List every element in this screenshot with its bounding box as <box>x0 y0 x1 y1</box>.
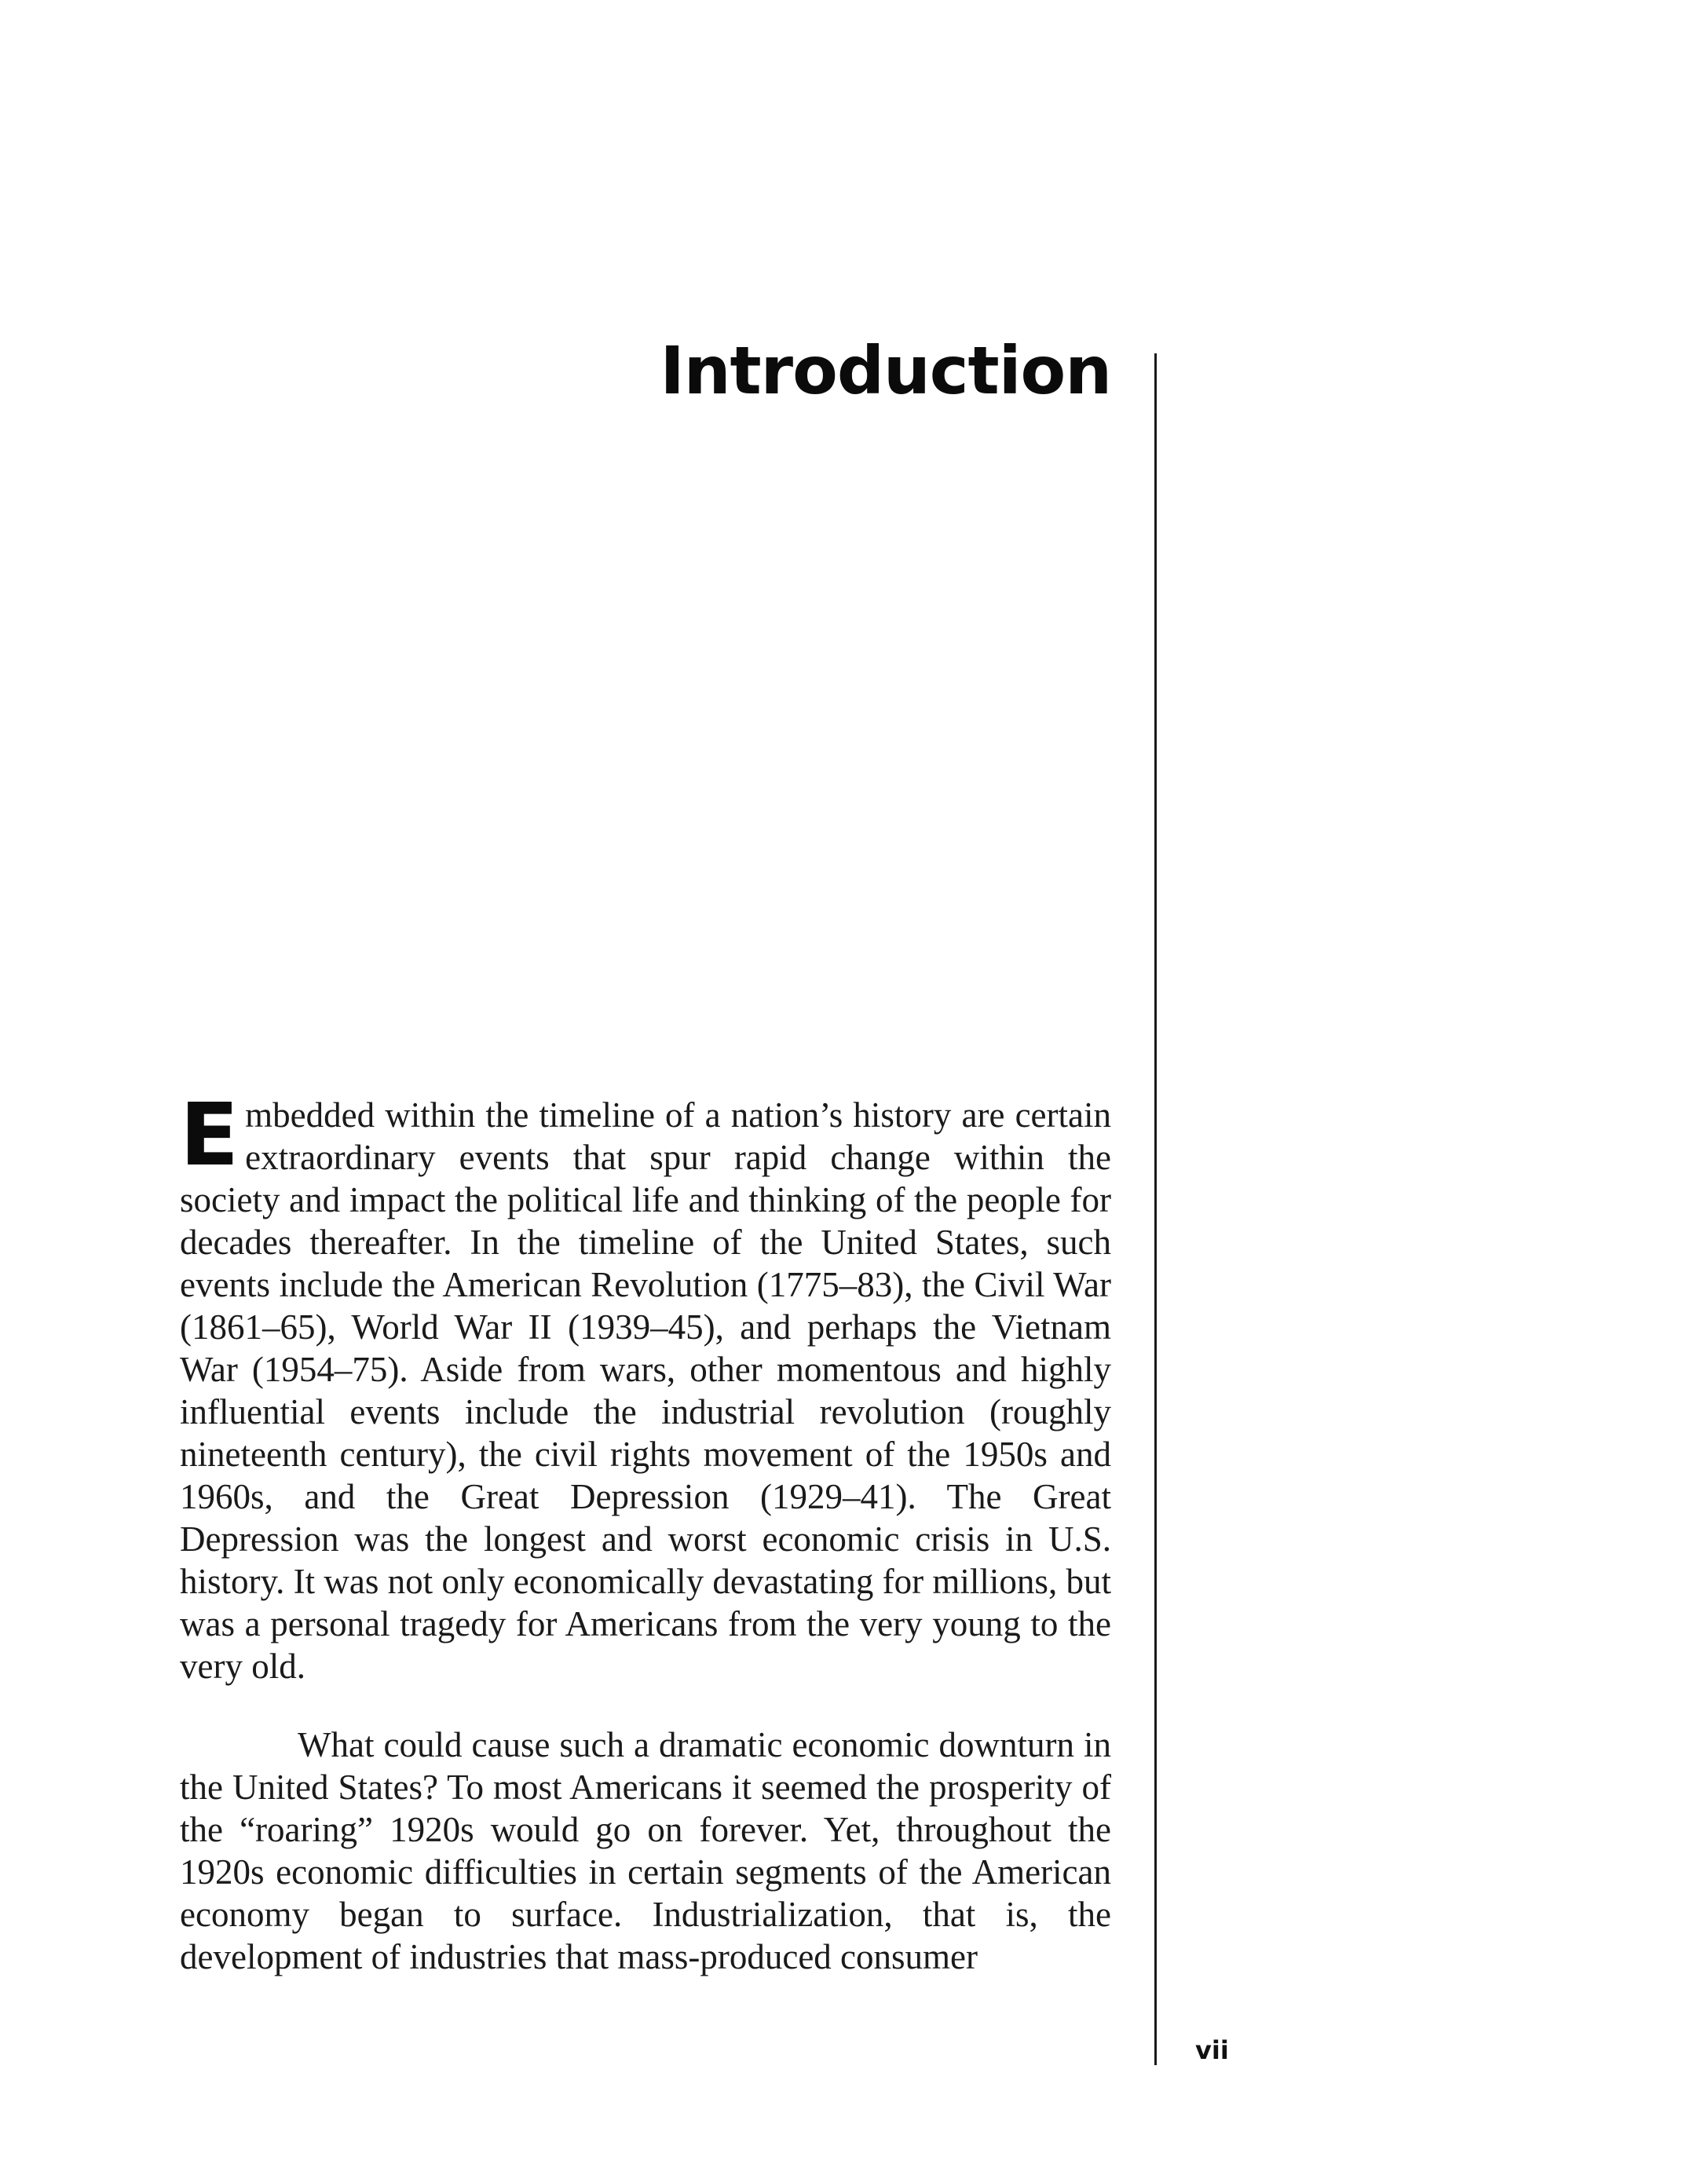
paragraph-1-text: mbedded within the timeline of a nation’s history are certain extraordinary events that spur rapid change within the society and impact the political life and thinking of the people for decades thereafter. In the timeline of the United States, such events include the American Revolution (1775–83), the Civil War (1861–65), World War II (1939–45), and perhaps the Vietnam War (1954–75). Aside from wars, other momentous and highly influential events include the industrial revolution (roughly nineteenth century), the civil rights movement of the 1950s and 1960s, and the Great Depression (1929–41). The Great Depression was the longest and worst economic crisis in U.S. history. It was not only economically devastating for millions, but was a personal tragedy for Americans from the very young to the very old. <box>180 1095 1111 1686</box>
vertical-margin-rule <box>1154 353 1157 2065</box>
page-title: Introduction <box>660 332 1111 409</box>
paragraph-1 <box>180 1084 1111 1687</box>
page-number: vii <box>1195 2035 1229 2065</box>
paragraph-2: What could cause such a dramatic economic downturn in the United States? To most Americans it seemed the prosperity of the “roaring” 1920s would go on forever. Yet, throughout the 1920s economic difficulties in certain segments of the American economy began to surface. Industrialization, that is, the development of industries that mass-produced consumer <box>180 1725 1111 1976</box>
drop-cap: E <box>180 1084 240 1185</box>
